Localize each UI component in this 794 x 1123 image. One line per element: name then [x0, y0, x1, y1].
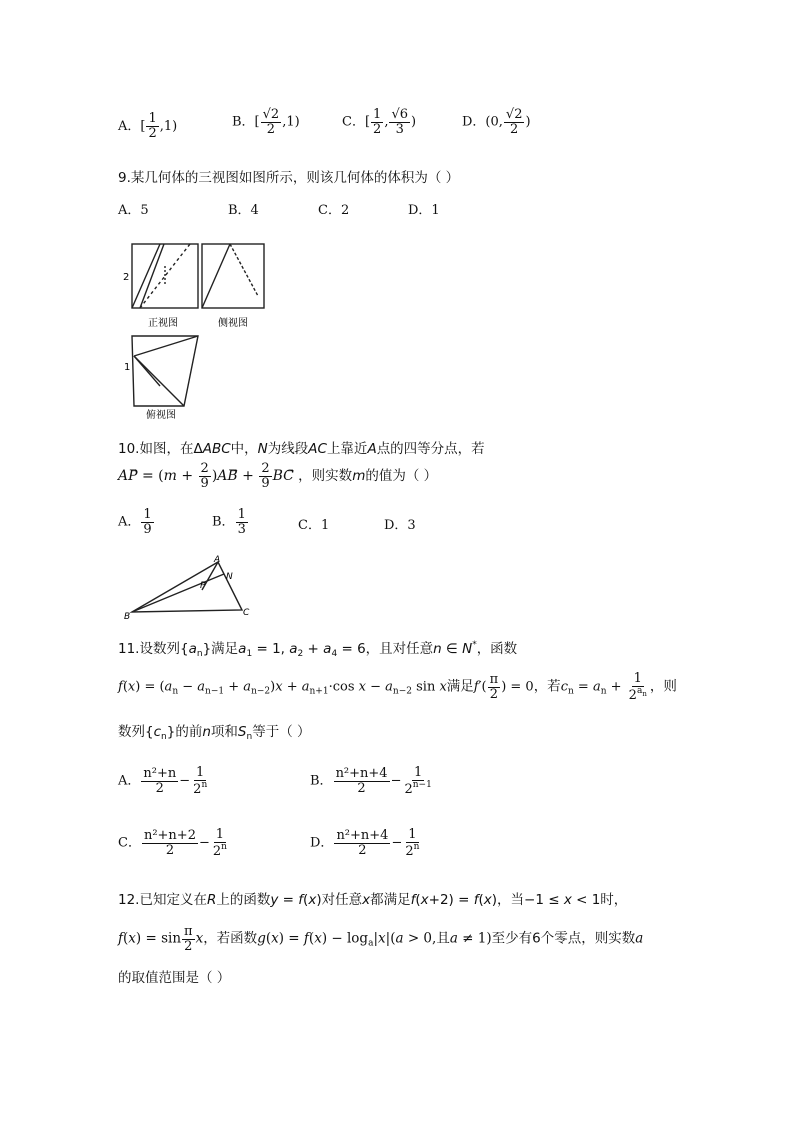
q11-option-b: B． $\frac{\text{n²+n+4}}{2}$ − $\frac{1}{2^{n-1}}$ [310, 765, 432, 797]
q8-option-a [118, 112, 177, 140]
q10-option-d: D．3 [384, 518, 416, 533]
dim-label-2: 2 [123, 272, 130, 283]
side-view-label: 侧视图 [218, 318, 248, 329]
q9-question: 9.某几何体的三视图如图所示，则该几何体的体积为（ ） [118, 170, 460, 186]
q11-line2: $f(x) = (a_n - a_{n-1} + a_{n-2})x + a_{n+1}\cdot\cos$ $x - a_{n-2}$ sin x满足f′( $\frac{\pi}{2}$ ) = 0，若$c_n = a_n$ + $\frac{1}{2^{a_n}}$ ，则 [118, 671, 677, 703]
label-b: B [124, 612, 131, 622]
q12-line1: 12.已知定义在R上的函数y = f(x)对任意x都满足f(x+2) = f(x)，当−1 ≤ x < 1时， [118, 892, 628, 908]
front-view-label: 正视图 [148, 318, 178, 329]
q11-option-c: C． $\frac{\text{n²+n+2}}{2}$ − $\frac{1}{2^n}$ [118, 827, 227, 859]
q11-line3: 数列$\{c_n\}$的前n项和$S_n$等于（ ） [118, 724, 311, 742]
side-view-outline [202, 244, 264, 308]
q12-line3: 的取值范围是（ ） [118, 970, 231, 986]
q8-option-d: D．(0, $\frac{√2}{2}$ ) [462, 107, 531, 137]
q10-line1: 10.如图，在ΔABC中，N为线段AC上靠近A点的四等分点，若 [118, 441, 485, 457]
three-view-figure [120, 236, 280, 422]
q9-option-d: D．1 [408, 203, 440, 218]
top-view-label: 俯视图 [146, 410, 176, 421]
q11-line1: 11.设数列$\{a_n\}$满足$a_1 = 1$, $a_2 + a_4 = 6$，且对任意n ∈ N*，函数 [118, 640, 518, 659]
q8-option-c: C．[ $\frac{1}{2}$ , $\frac{√6}{3}$ ) [342, 107, 417, 137]
q9-option-b: B．4 [228, 203, 259, 218]
q8-option-b: B．[ $\frac{√2}{2}$ ,1) [232, 107, 300, 137]
label-p: P [200, 581, 206, 591]
q11-option-a: A． $\frac{\text{n²+n}}{2}$ − $\frac{1}{2^n}$ [118, 765, 208, 797]
q9-option-c: C．2 [318, 203, 350, 218]
label-c: C [243, 608, 250, 618]
q8-option-a-text: A．[ $\frac{1}{2}$ ,1) [118, 111, 178, 141]
q9-option-a: A．5 [118, 203, 149, 218]
label-n: N [226, 572, 233, 582]
q10-option-b: B． $\frac{1}{3}$ [212, 507, 246, 537]
dim-label-1: 1 [124, 362, 131, 373]
q10-option-a: A． $\frac{1}{9}$ [118, 507, 152, 537]
triangle-figure [118, 552, 258, 622]
q12-line2: f(x) = sin $\frac{\pi}{2}$ x，若函数$g(x) = f(x) - \log_a|x|(a > 0$,且a ≠ 1)至少有6个零点，则实数a [118, 924, 644, 954]
q11-option-d: D． $\frac{\text{n²+n+4}}{2}$ − $\frac{1}{2^n}$ [310, 827, 420, 859]
q10-line2: AP⃗ = (m + $\frac{2}{9}$ )AB⃗ + $\frac{2}{9}$ BC ，则实数m的值为（ ） [118, 461, 438, 491]
q10-option-c: C．1 [298, 518, 330, 533]
label-a: A [214, 555, 221, 565]
